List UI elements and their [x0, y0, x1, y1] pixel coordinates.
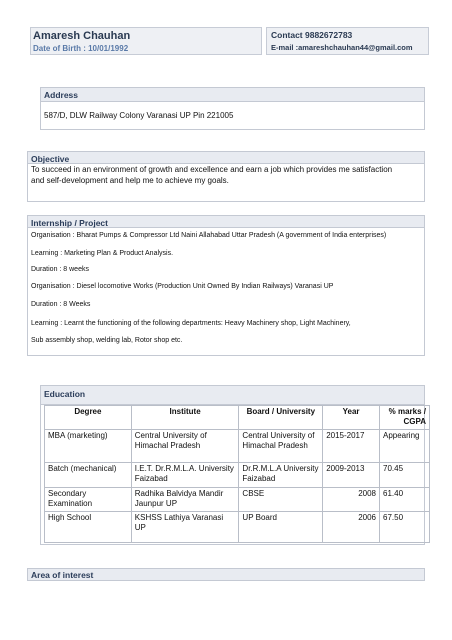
internship-row: Organisation : Bharat Pumps & Compressor Ltd Naini Allahabad Uttar Pradesh (A government of India enterprises)	[31, 232, 387, 239]
column-header: % marks / CGPA	[380, 406, 430, 430]
internship-row: Learning : Learnt the functioning of the following departments: Heavy Machinery shop, Light Machinery,	[31, 320, 351, 327]
table-cell: Central University of Himachal Pradesh	[131, 430, 239, 463]
date-of-birth: Date of Birth : 10/01/1992	[33, 44, 129, 53]
table-row	[45, 430, 430, 463]
table-cell: 2015-2017	[323, 430, 380, 463]
objective-heading: Objective	[27, 151, 425, 164]
internship-row: Duration : 8 Weeks	[31, 301, 91, 308]
table-cell: Appearing	[380, 430, 430, 463]
table-cell: 70.45	[380, 463, 430, 488]
table-cell: Batch (mechanical)	[45, 463, 132, 488]
table-cell: CBSE	[239, 488, 323, 512]
address-text: 587/D, DLW Railway Colony Varanasi UP Pin 221005	[44, 111, 234, 120]
table-cell: High School	[45, 512, 132, 543]
candidate-name: Amaresh Chauhan	[33, 30, 131, 42]
table-cell: 61.40	[380, 488, 430, 512]
internship-heading: Internship / Project	[27, 215, 425, 228]
internship-row: Duration : 8 weeks	[31, 266, 89, 273]
education-heading: Education	[40, 385, 425, 405]
internship-section	[27, 228, 425, 356]
table-row	[45, 463, 430, 488]
table-cell: Dr.R.M.L.A University Faizabad	[239, 463, 323, 488]
table-cell: KSHSS Lathiya Varanasi UP	[131, 512, 239, 543]
table-cell: 2009-2013	[323, 463, 380, 488]
table-cell: Secondary Examination	[45, 488, 132, 512]
objective-line-2: and self-development and help me to achieve my goals.	[31, 176, 229, 185]
education-table	[44, 405, 430, 543]
table-cell: MBA (marketing)	[45, 430, 132, 463]
area-of-interest-heading: Area of interest	[27, 568, 425, 581]
table-cell: I.E.T. Dr.R.M.L.A. University Faizabad	[131, 463, 239, 488]
table-cell: Radhika Balvidya Mandir Jaunpur UP	[131, 488, 239, 512]
column-header: Degree	[45, 406, 132, 430]
table-cell: 2006	[323, 512, 380, 543]
address-section	[40, 102, 425, 130]
email-address: E-mail :amareshchauhan44@gmail.com	[271, 43, 413, 52]
table-cell: 2008	[323, 488, 380, 512]
internship-row: Organisation : Diesel locomotive Works (Production Unit Owned By Indian Railways) Varanasi UP	[31, 283, 334, 290]
table-cell: UP Board	[239, 512, 323, 543]
internship-row: Learning : Marketing Plan & Product Analysis.	[31, 250, 174, 257]
table-cell: 67.50	[380, 512, 430, 543]
objective-section	[27, 164, 425, 202]
header-name-box	[30, 27, 262, 55]
column-header: Institute	[131, 406, 239, 430]
education-header-row	[45, 406, 430, 430]
header-contact-box	[266, 27, 429, 55]
column-header: Board / University	[239, 406, 323, 430]
objective-line-1: To succeed in an environment of growth and excellence and earn a job which provides me satisfaction	[31, 165, 393, 174]
table-cell: Central University of Himachal Pradesh	[239, 430, 323, 463]
address-heading: Address	[40, 87, 425, 102]
contact-number: Contact 9882672783	[271, 30, 353, 40]
table-row	[45, 512, 430, 543]
column-header: Year	[323, 406, 380, 430]
internship-row: Sub assembly shop, welding lab, Rotor shop etc.	[31, 337, 183, 344]
table-row	[45, 488, 430, 512]
